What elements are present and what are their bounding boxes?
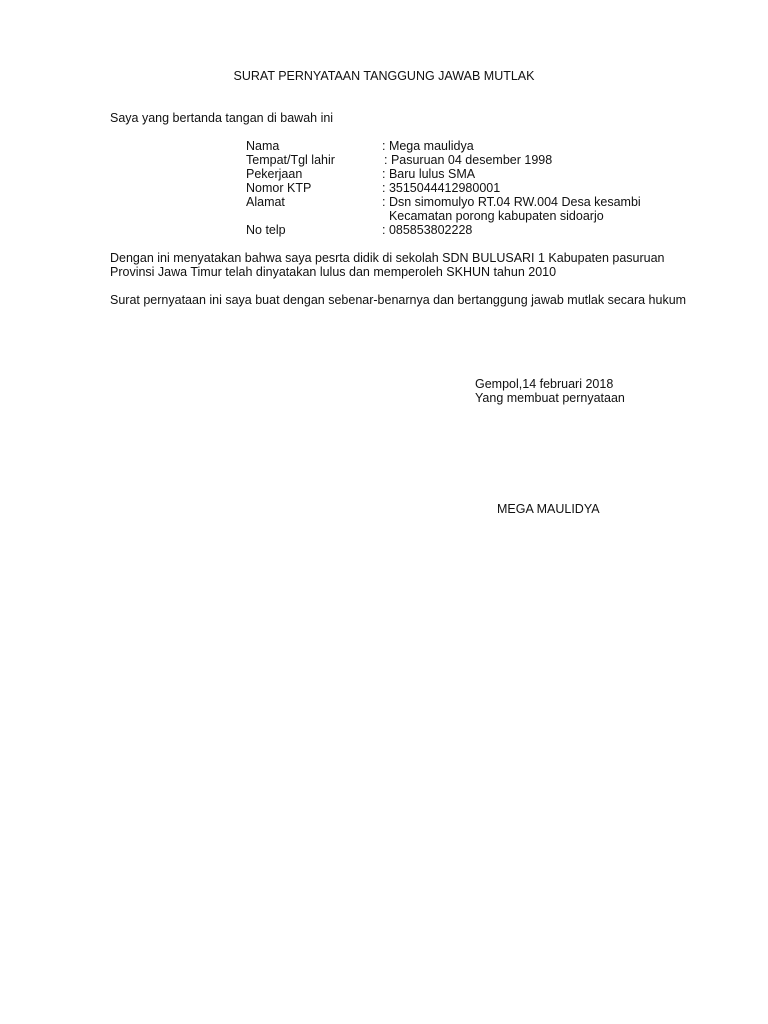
field-label-nama: Nama: [246, 139, 280, 153]
statement-line-2: Provinsi Jawa Timur telah dinyatakan lulus dan memperoleh SKHUN tahun 2010: [110, 265, 557, 279]
statement-line-1: Dengan ini menyatakan bahwa saya pesrta didik di sekolah SDN BULUSARI 1 Kabupaten pasuruan: [110, 251, 665, 265]
field-label-pekerjaan: Pekerjaan: [246, 167, 303, 181]
field-value-no-telp: : 085853802228: [382, 223, 473, 237]
field-label-tempat-tgl-lahir: Tempat/Tgl lahir: [246, 153, 335, 167]
signer-role: Yang membuat pernyataan: [475, 391, 625, 405]
field-value-alamat-continued: Kecamatan porong kabupaten sidoarjo: [382, 209, 604, 223]
letter-title: SURAT PERNYATAAN TANGGUNG JAWAB MUTLAK: [233, 69, 535, 83]
field-label-nomor-ktp: Nomor KTP: [246, 181, 312, 195]
field-value-alamat: : Dsn simomulyo RT.04 RW.004 Desa kesambi: [382, 195, 641, 209]
field-value-nomor-ktp: : 3515044412980001: [382, 181, 501, 195]
field-label-no-telp: No telp: [246, 223, 286, 237]
field-value-pekerjaan: : Baru lulus SMA: [382, 167, 476, 181]
place-date: Gempol,14 februari 2018: [475, 377, 614, 391]
intro-text: Saya yang bertanda tangan di bawah ini: [110, 111, 334, 125]
field-label-alamat: Alamat: [246, 195, 285, 209]
signer-name: MEGA MAULIDYA: [497, 502, 600, 516]
closing-statement: Surat pernyataan ini saya buat dengan sebenar-benarnya dan bertanggung jawab mutlak secara hukum: [110, 293, 687, 307]
field-value-tempat-tgl-lahir: : Pasuruan 04 desember 1998: [384, 153, 553, 167]
field-value-nama: : Mega maulidya: [382, 139, 474, 153]
